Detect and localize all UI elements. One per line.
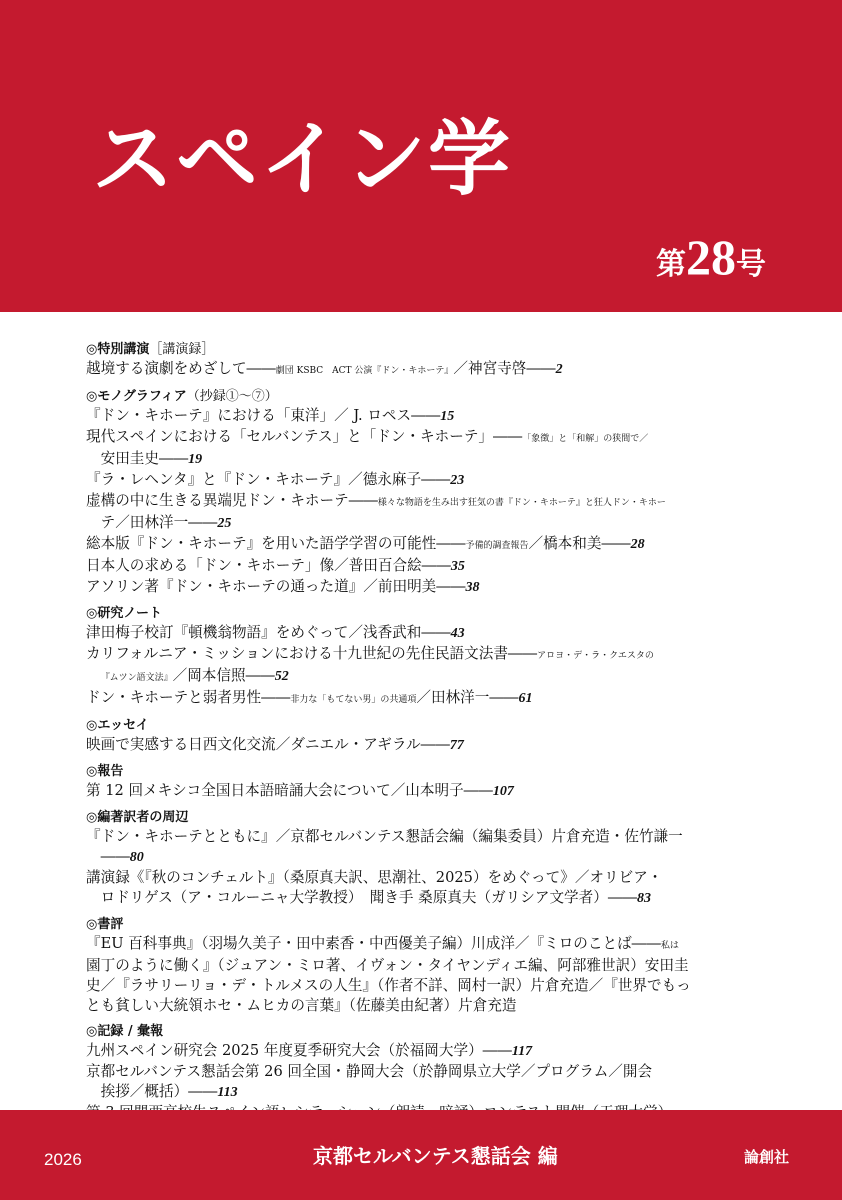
toc-section bbox=[86, 915, 786, 1016]
page-number: 2 bbox=[555, 362, 563, 377]
entry-title: 日本人の求める「ドン・キホーテ」像／普田百合絵―― bbox=[86, 557, 451, 574]
review-text: 史／『ラサリーリョ・デ・トルメスの人生』（作者不詳、岡村一訳）片倉充造／『世界でもっ bbox=[86, 977, 691, 994]
toc-entry bbox=[86, 688, 786, 710]
entry-title: 『ドン・キホーテ』における「東洋」／ J. ロペス―― bbox=[86, 407, 441, 424]
entry-subtitle: アロヨ・デ・ラ・クエスタの bbox=[537, 651, 654, 661]
section-heading-text: ◎報告 bbox=[86, 764, 124, 779]
entry-title: 『ラ・レヘンタ』と『ドン・キホーテ』／德永麻子―― bbox=[86, 471, 451, 488]
entry-subtitle: 様々な物語を生み出す狂気の書『ドン・キホーテ』と狂人ドン・キホー bbox=[377, 498, 666, 508]
entry-subtitle: 「象徴」と「和解」の狭間で／ bbox=[522, 434, 649, 444]
section-heading-text: ◎モノグラフィア bbox=[86, 389, 187, 404]
review-line bbox=[86, 996, 786, 1016]
toc-entry bbox=[86, 534, 786, 556]
toc-entry bbox=[86, 406, 786, 427]
toc-entry bbox=[86, 735, 786, 756]
page-number: 80 bbox=[129, 850, 144, 865]
review-line bbox=[86, 976, 786, 996]
review-text: 園丁のように働く』（ジュアン・ミロ著、イヴォン・タイヤンディエ編、阿部雅世訳）安田圭 bbox=[86, 957, 689, 974]
review-text: 『EU 百科事典』（羽場久美子・田中素香・中西優美子編）川成洋／『ミロのことば―― bbox=[86, 935, 661, 952]
toc-entry-continued bbox=[86, 888, 786, 909]
toc-section bbox=[86, 604, 786, 710]
page-number: 35 bbox=[450, 559, 465, 574]
entry-title: 越境する演劇をめざして―― bbox=[86, 360, 276, 377]
page-number: 61 bbox=[518, 691, 533, 706]
toc-entry bbox=[86, 359, 786, 381]
entry-author: ／田林洋一―― bbox=[416, 689, 519, 706]
toc-section bbox=[86, 762, 786, 802]
entry-author: ロドリゲス（ア・コルーニャ大学教授） 聞き手 桑原真夫（ガリシア文学者）―― bbox=[100, 889, 638, 906]
entry-title: 『ドン・キホーテとともに』／京都セルバンテス懇話会編（編集委員）片倉充造・佐竹謙一 bbox=[86, 828, 683, 845]
table-of-contents bbox=[86, 340, 786, 1169]
page-number: 43 bbox=[450, 626, 465, 641]
section-heading-text: ◎編著訳者の周辺 bbox=[86, 810, 189, 825]
entry-title: 講演録《『秋のコンチェルト』（桑原真夫訳、思潮社、2025）をめぐって》／オリビア・ bbox=[86, 869, 663, 886]
section-heading-note: （抄録①～⑦） bbox=[186, 389, 278, 404]
section-heading bbox=[86, 1022, 786, 1041]
toc-entry bbox=[86, 556, 786, 577]
entry-subtitle: 非力な「もてない男」の共通項 bbox=[290, 695, 417, 705]
toc-entry bbox=[86, 644, 786, 666]
toc-entry bbox=[86, 868, 786, 888]
entry-title: 京都セルバンテス懇話会第 26 回全国・静岡大会（於静岡県立大学／プログラム／開会 bbox=[86, 1063, 653, 1080]
publisher-name: 論創社 bbox=[744, 1148, 790, 1166]
entry-title: 虚構の中に生きる異端児ドン・キホーテ―― bbox=[86, 492, 378, 509]
toc-entry bbox=[86, 427, 786, 449]
publication-year: 2026 bbox=[44, 1150, 82, 1169]
entry-author: ／神宮寺啓―― bbox=[453, 360, 556, 377]
page-number: 107 bbox=[492, 784, 514, 799]
section-heading-text: ◎特別講演 bbox=[86, 342, 150, 357]
entry-subtitle: 予備的調査報告 bbox=[465, 541, 529, 551]
issue-number-value: 28 bbox=[686, 229, 736, 285]
entry-title: 現代スペインにおける「セルバンテス」と「ドン・キホーテ」―― bbox=[86, 428, 523, 445]
toc-entry bbox=[86, 491, 786, 513]
section-heading bbox=[86, 387, 786, 406]
entry-title: 映画で実感する日西文化交流／ダニエル・アギラル―― bbox=[86, 736, 450, 753]
issue-number bbox=[656, 229, 766, 285]
section-heading-note: ［講演録］ bbox=[149, 342, 215, 357]
issue-prefix: 第 bbox=[656, 247, 686, 282]
entry-title: カリフォルニア・ミッションにおける十九世紀の先住民語文法書―― bbox=[86, 645, 538, 662]
toc-section bbox=[86, 387, 786, 598]
toc-entry-continued bbox=[86, 666, 786, 688]
page-number: 28 bbox=[630, 537, 645, 552]
toc-entry bbox=[86, 623, 786, 644]
page-number: 83 bbox=[637, 891, 652, 906]
section-heading-text: ◎エッセイ bbox=[86, 718, 149, 733]
entry-subtitle-continued: 『ムツン語文法』 bbox=[100, 673, 173, 683]
toc-entry-continued bbox=[86, 847, 786, 868]
editor-credit: 京都セルバンテス懇話会 編 bbox=[313, 1144, 558, 1168]
entry-author: 安田圭史―― bbox=[100, 450, 189, 467]
section-heading bbox=[86, 340, 786, 359]
page-number: 77 bbox=[449, 738, 464, 753]
book-title: スペイン学 bbox=[92, 111, 513, 207]
review-line bbox=[86, 956, 786, 976]
entry-title: 第 12 回メキシコ全国日本語暗誦大会について／山本明子―― bbox=[86, 782, 493, 799]
entry-title: 津田梅子校訂『頓機翁物語』をめぐって／浅香武和―― bbox=[86, 624, 451, 641]
page-number: 38 bbox=[465, 580, 480, 595]
toc-section bbox=[86, 716, 786, 756]
entry-author: ／岡本信照―― bbox=[172, 667, 275, 684]
entry-title: 総本版『ドン・キホーテ』を用いた語学学習の可能性―― bbox=[86, 535, 466, 552]
issue-suffix: 号 bbox=[736, 247, 766, 282]
toc-entry bbox=[86, 1062, 786, 1082]
toc-entry-continued bbox=[86, 1082, 786, 1103]
page-number: 117 bbox=[511, 1044, 533, 1059]
toc-entry bbox=[86, 577, 786, 598]
review-line bbox=[86, 934, 786, 956]
page-number: 113 bbox=[217, 1085, 238, 1100]
page-number: 23 bbox=[450, 473, 465, 488]
section-heading bbox=[86, 808, 786, 827]
entry-title: アソリン著『ドン・キホーテの通った道』／前田明美―― bbox=[86, 578, 466, 595]
toc-entry bbox=[86, 470, 786, 491]
toc-entry-continued bbox=[86, 513, 786, 534]
entry-author: ―― bbox=[100, 848, 130, 865]
toc-entry bbox=[86, 1041, 786, 1062]
entry-author: テ／田林洋一―― bbox=[100, 514, 218, 531]
toc-entry bbox=[86, 827, 786, 847]
section-heading bbox=[86, 915, 786, 934]
entry-author: 挨拶／概括）―― bbox=[100, 1083, 218, 1100]
entry-title: ドン・キホーテと弱者男性―― bbox=[86, 689, 291, 706]
section-heading bbox=[86, 716, 786, 735]
entry-title: 九州スペイン研究会 2025 年度夏季研究大会（於福岡大学）―― bbox=[86, 1042, 512, 1059]
section-heading bbox=[86, 762, 786, 781]
page-number: 15 bbox=[440, 409, 455, 424]
toc-entry-continued bbox=[86, 449, 786, 470]
section-heading-text: ◎書評 bbox=[86, 917, 124, 932]
entry-author: ／橋本和美―― bbox=[528, 535, 631, 552]
section-heading-text: ◎研究ノート bbox=[86, 606, 162, 621]
toc-entry bbox=[86, 781, 786, 802]
page-number: 25 bbox=[217, 516, 232, 531]
page-number: 19 bbox=[188, 452, 203, 467]
toc-section bbox=[86, 340, 786, 381]
section-heading-text: ◎記録 / 彙報 bbox=[86, 1024, 164, 1039]
review-text-small: 私は bbox=[660, 941, 679, 951]
toc-section bbox=[86, 808, 786, 909]
entry-subtitle: 劇団 KSBC ACT 公演『ドン・キホーテ』 bbox=[275, 366, 454, 376]
review-text: とも貧しい大統領ホセ・ムヒカの言葉』（佐藤美由紀著）片倉充造 bbox=[86, 997, 517, 1014]
section-heading bbox=[86, 604, 786, 623]
page-number: 52 bbox=[274, 669, 289, 684]
